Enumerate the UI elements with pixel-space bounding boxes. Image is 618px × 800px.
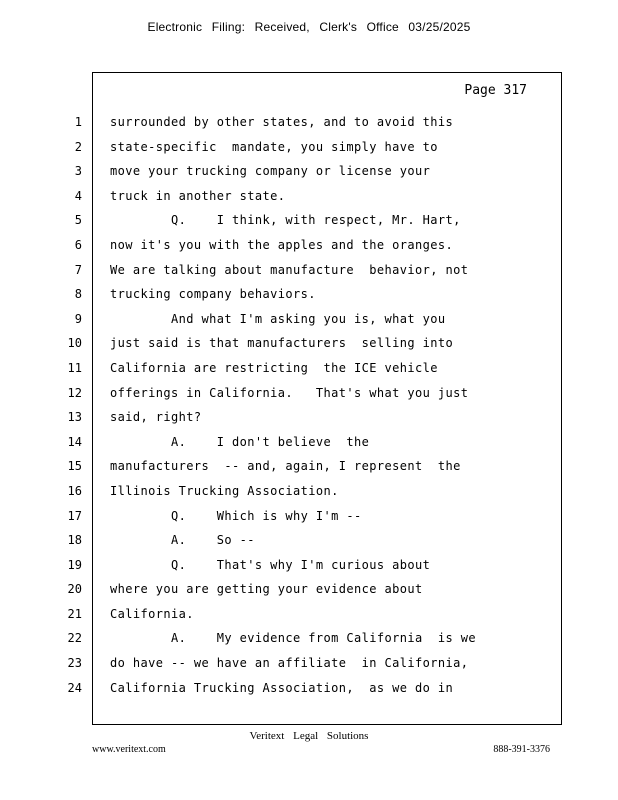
line-number: 24: [67, 680, 82, 695]
transcript-line: [0, 307, 618, 332]
line-number: 5: [74, 213, 82, 228]
line-number: 11: [67, 360, 82, 375]
transcript-body: [0, 110, 618, 700]
line-number: 15: [67, 459, 82, 474]
footer-company: Veritext Legal Solutions: [249, 730, 369, 742]
line-text: offerings in California. That's what you just: [110, 385, 469, 400]
transcript-line: [0, 577, 618, 602]
transcript-line: [0, 602, 618, 627]
line-text: state-specific mandate, you simply have to: [110, 139, 438, 154]
transcript-line: [0, 184, 618, 209]
line-number: 14: [67, 434, 82, 449]
transcript-line: [0, 233, 618, 258]
transcript-line: [0, 454, 618, 479]
line-text: move your trucking company or license your: [110, 164, 431, 179]
line-number: 16: [67, 483, 82, 498]
line-text: do have -- we have an affiliate in California,: [110, 656, 469, 671]
transcript-line: [0, 159, 618, 184]
filing-stamp: Electronic Filing: Received, Clerk's Office 03/25/2025: [147, 20, 471, 34]
line-number: 19: [67, 557, 82, 572]
line-number: 3: [74, 164, 82, 179]
line-text: A. So --: [110, 533, 255, 548]
line-number: 20: [67, 582, 82, 597]
line-number: 2: [74, 139, 82, 154]
transcript-line: [0, 135, 618, 160]
transcript-line: [0, 110, 618, 135]
footer-phone: 888-391-3376: [493, 744, 550, 755]
line-number: 23: [67, 656, 82, 671]
line-number: 17: [67, 508, 82, 523]
line-number: 7: [74, 262, 82, 277]
line-number: 9: [74, 311, 82, 326]
line-text: now it's you with the apples and the oranges.: [110, 237, 454, 252]
transcript-line: [0, 258, 618, 283]
transcript-line: [0, 282, 618, 307]
line-number: 6: [74, 237, 82, 252]
transcript-line: [0, 381, 618, 406]
line-text: Q. I think, with respect, Mr. Hart,: [110, 213, 461, 228]
transcript-line: [0, 331, 618, 356]
line-number: 13: [67, 410, 82, 425]
page-number: Page 317: [464, 83, 527, 98]
line-number: 1: [74, 115, 82, 129]
line-text: trucking company behaviors.: [110, 287, 316, 302]
transcript-line: [0, 479, 618, 504]
line-number: 21: [67, 606, 82, 621]
transcript-line: [0, 651, 618, 676]
transcript-line: [0, 676, 618, 701]
line-text: truck in another state.: [110, 188, 286, 203]
line-text: Q. Which is why I'm --: [110, 508, 362, 523]
transcript-line: [0, 405, 618, 430]
transcript-line: [0, 356, 618, 381]
line-text: A. My evidence from California is we: [110, 631, 476, 646]
line-text: surrounded by other states, and to avoid this: [110, 115, 454, 129]
line-text: California are restricting the ICE vehicle: [110, 360, 438, 375]
line-number: 18: [67, 533, 82, 548]
transcript-line: [0, 553, 618, 578]
line-text: manufacturers -- and, again, I represent the: [110, 459, 461, 474]
line-text: California Trucking Association, as we do in: [110, 680, 454, 695]
line-number: 22: [67, 631, 82, 646]
line-text: We are talking about manufacture behavior, not: [110, 262, 469, 277]
line-number: 10: [67, 336, 82, 351]
line-text: And what I'm asking you is, what you: [110, 311, 446, 326]
line-text: A. I don't believe the: [110, 434, 370, 449]
line-number: 12: [67, 385, 82, 400]
line-text: just said is that manufacturers selling into: [110, 336, 454, 351]
line-text: Illinois Trucking Association.: [110, 483, 339, 498]
footer-website: www.veritext.com: [92, 744, 166, 755]
transcript-line: [0, 504, 618, 529]
line-number: 8: [74, 287, 82, 302]
transcript-line: [0, 208, 618, 233]
line-text: California.: [110, 606, 194, 621]
transcript-line: [0, 528, 618, 553]
line-text: Q. That's why I'm curious about: [110, 557, 431, 572]
line-text: said, right?: [110, 410, 202, 425]
transcript-line: [0, 430, 618, 455]
line-text: where you are getting your evidence about: [110, 582, 423, 597]
transcript-line: [0, 626, 618, 651]
line-number: 4: [74, 188, 82, 203]
